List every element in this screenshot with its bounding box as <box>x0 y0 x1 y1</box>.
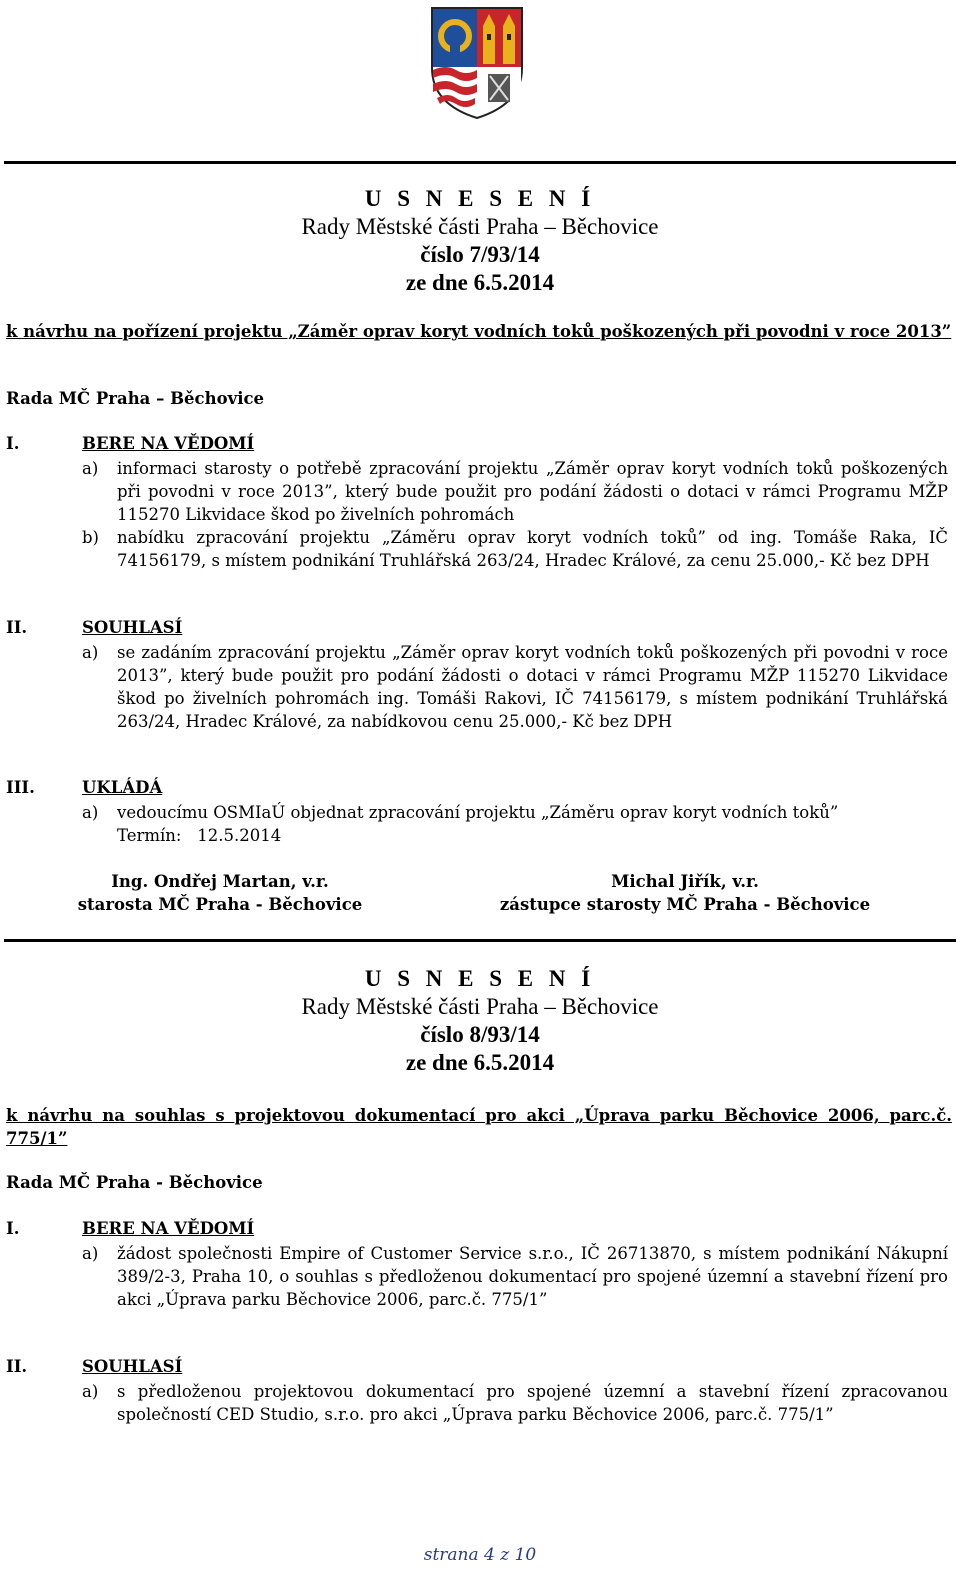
signature-name: Ing. Ondřej Martan, v.r. <box>111 872 329 891</box>
item-deadline: Termín: 12.5.2014 <box>117 826 282 845</box>
doc1-heading: U S N E S E N Í <box>364 186 596 211</box>
signature-name: Michal Jiřík, v.r. <box>611 872 759 891</box>
doc1-number: číslo 7/93/14 <box>420 242 540 267</box>
doc1-section-1-item-a <box>82 457 948 526</box>
doc1-section-2-heading: SOUHLASÍ <box>82 618 183 637</box>
doc1-section-3-item-a <box>82 801 948 847</box>
middle-divider <box>4 939 956 942</box>
doc1-section-1-number: I. <box>6 434 20 453</box>
doc1-date: ze dne 6.5.2014 <box>405 270 555 295</box>
item-letter: b) <box>82 528 99 547</box>
item-text: s předloženou projektovou dokumentací pro spojené územní a stavební řízení zpracovanou společností CED Studio, s.r.o. pro akci „Úprava parku Běchovice 2006, parc.č. 775/1” <box>117 1382 948 1424</box>
doc2-council: Rada MČ Praha - Běchovice <box>6 1173 263 1192</box>
doc1-section-2-item-a <box>82 641 948 733</box>
doc2-number: číslo 8/93/14 <box>420 1022 540 1047</box>
item-letter: a) <box>82 803 99 822</box>
doc2-section-1-number: I. <box>6 1219 20 1238</box>
top-divider <box>4 161 956 164</box>
doc2-section-1-item-a <box>82 1242 948 1311</box>
doc2-date: ze dne 6.5.2014 <box>405 1050 555 1075</box>
doc2-body: Rady Městské části Praha – Běchovice <box>301 994 659 1019</box>
item-text: se zadáním zpracování projektu „Záměr oprav koryt vodních toků poškozených při povodni v roce 2013”, který bude použit pro podání žádosti o dotaci v rámci Programu MŽP 115270 Likvidace škod po živelních pohromách ing. Tomáši Rakovi, IČ 74156179, s místem podnikání Truhlářská 263/24, Hradec Králové, za nabídkovou cenu 25.000,- Kč bez DPH <box>117 643 948 731</box>
coat-of-arms-logo <box>428 4 526 120</box>
doc2-section-2-heading: SOUHLASÍ <box>82 1357 183 1376</box>
item-text: informaci starosty o potřebě zpracování projektu „Záměr oprav koryt vodních toků poškozených při povodni v roce 2013”, který bude použit pro podání žádosti o dotaci v rámci Programu MŽP 115270 Likvidace škod po živelních pohromách <box>117 459 948 524</box>
doc1-section-3-number: III. <box>6 778 35 797</box>
doc1-section-1-item-b <box>82 526 948 572</box>
item-letter: a) <box>82 643 99 662</box>
doc1-council: Rada MČ Praha – Běchovice <box>6 389 265 408</box>
doc2-section-1-heading: BERE NA VĚDOMÍ <box>82 1219 255 1238</box>
signature-role: starosta MČ Praha - Běchovice <box>77 895 363 914</box>
doc2-heading: U S N E S E N Í <box>364 966 596 991</box>
doc1-section-2-number: II. <box>6 618 28 637</box>
signature-role: zástupce starosty MČ Praha - Běchovice <box>499 895 871 914</box>
signature-deputy <box>460 870 910 916</box>
item-text: vedoucímu OSMIaÚ objednat zpracování projektu „Záměru oprav koryt vodních toků” <box>117 803 839 822</box>
item-letter: a) <box>82 1244 99 1263</box>
doc2-section-2-item-a <box>82 1380 948 1426</box>
item-text: žádost společnosti Empire of Customer Service s.r.o., IČ 26713870, s místem podnikání Nákupní 389/2-3, Praha 10, o souhlas s předloženou dokumentací pro spojené územní a stavební řízení pro akci „Úprava parku Běchovice 2006, parc.č. 775/1” <box>117 1244 948 1309</box>
item-letter: a) <box>82 1382 99 1401</box>
item-text: nabídku zpracování projektu „Záměru oprav koryt vodních toků” od ing. Tomáše Raka, IČ 74156179, s místem podnikání Truhlářská 263/24, Hradec Králové, za cenu 25.000,- Kč bez DPH <box>117 528 948 570</box>
signature-mayor <box>20 870 420 916</box>
doc2-subject: k návrhu na souhlas s projektovou dokumentací pro akci „Úprava parku Běchovice 2006, parc.č. 775/1” <box>6 1106 952 1148</box>
doc1-body: Rady Městské části Praha – Běchovice <box>301 214 659 239</box>
item-letter: a) <box>82 459 99 478</box>
doc1-subject: k návrhu na pořízení projektu „Záměr oprav koryt vodních toků poškozených při povodni v roce 2013” <box>6 322 952 341</box>
page-number: strana 4 z 10 <box>423 1545 537 1565</box>
doc2-section-2-number: II. <box>6 1357 28 1376</box>
doc1-section-3-heading: UKLÁDÁ <box>82 778 163 797</box>
doc1-section-1-heading: BERE NA VĚDOMÍ <box>82 434 255 453</box>
